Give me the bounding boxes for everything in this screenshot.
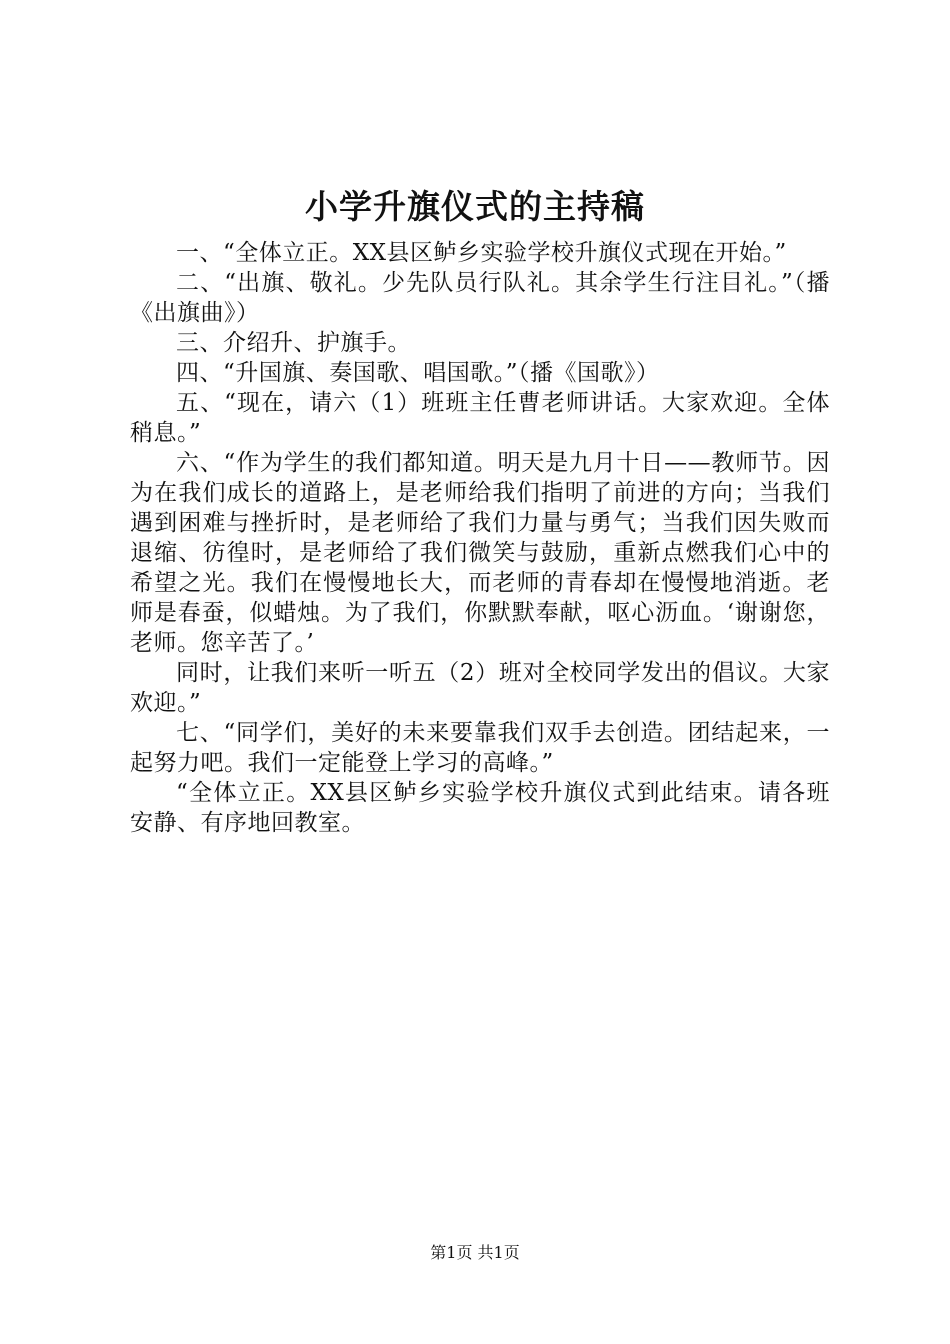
paragraph-6: 六、“作为学生的我们都知道。明天是九月十日——教师节。因为在我们成长的道路上，是老师给我们指明了前进的方向；当我们遇到困难与挫折时，是老师给了我们力量与勇气；当我们因失败而退缩、彷徨时，是老师给了我们微笑与鼓励，重新点燃我们心中的希望之光。我们在慢慢地长大，而老师的青春却在慢慢地消逝。老师是春蚕，似蜡烛。为了我们，你默默奉献，呕心沥血。‘谢谢您，老师。您辛苦了。’ [130, 450, 830, 656]
paragraph-9: “全体立正。XX县区鲈乡实验学校升旗仪式到此结束。请各班安静、有序地回教室。 [130, 780, 830, 836]
document-title: 小学升旗仪式的主持稿 [305, 187, 645, 226]
paragraph-5: 五、“现在，请六（1）班班主任曹老师讲话。大家欢迎。全体稍息。” [130, 390, 830, 446]
paragraph-8: 七、“同学们，美好的未来要靠我们双手去创造。团结起来，一起努力吧。我们一定能登上学习的高峰。” [130, 720, 830, 776]
paragraph-4: 四、“升国旗、奏国歌、唱国歌。”（播《国歌》） [176, 360, 660, 386]
paragraph-1: 一、“全体立正。XX县区鲈乡实验学校升旗仪式现在开始。” [176, 240, 787, 266]
paragraph-2: 二、“出旗、敬礼。少先队员行队礼。其余学生行注目礼。”（播《出旗曲》） [130, 270, 830, 326]
paragraph-7: 同时，让我们来听一听五（2）班对全校同学发出的倡议。大家欢迎。” [130, 660, 830, 716]
paragraph-3: 三、介绍升、护旗手。 [176, 330, 411, 356]
page-footer: 第1页 共1页 [430, 1243, 520, 1262]
document-body [130, 238, 830, 838]
